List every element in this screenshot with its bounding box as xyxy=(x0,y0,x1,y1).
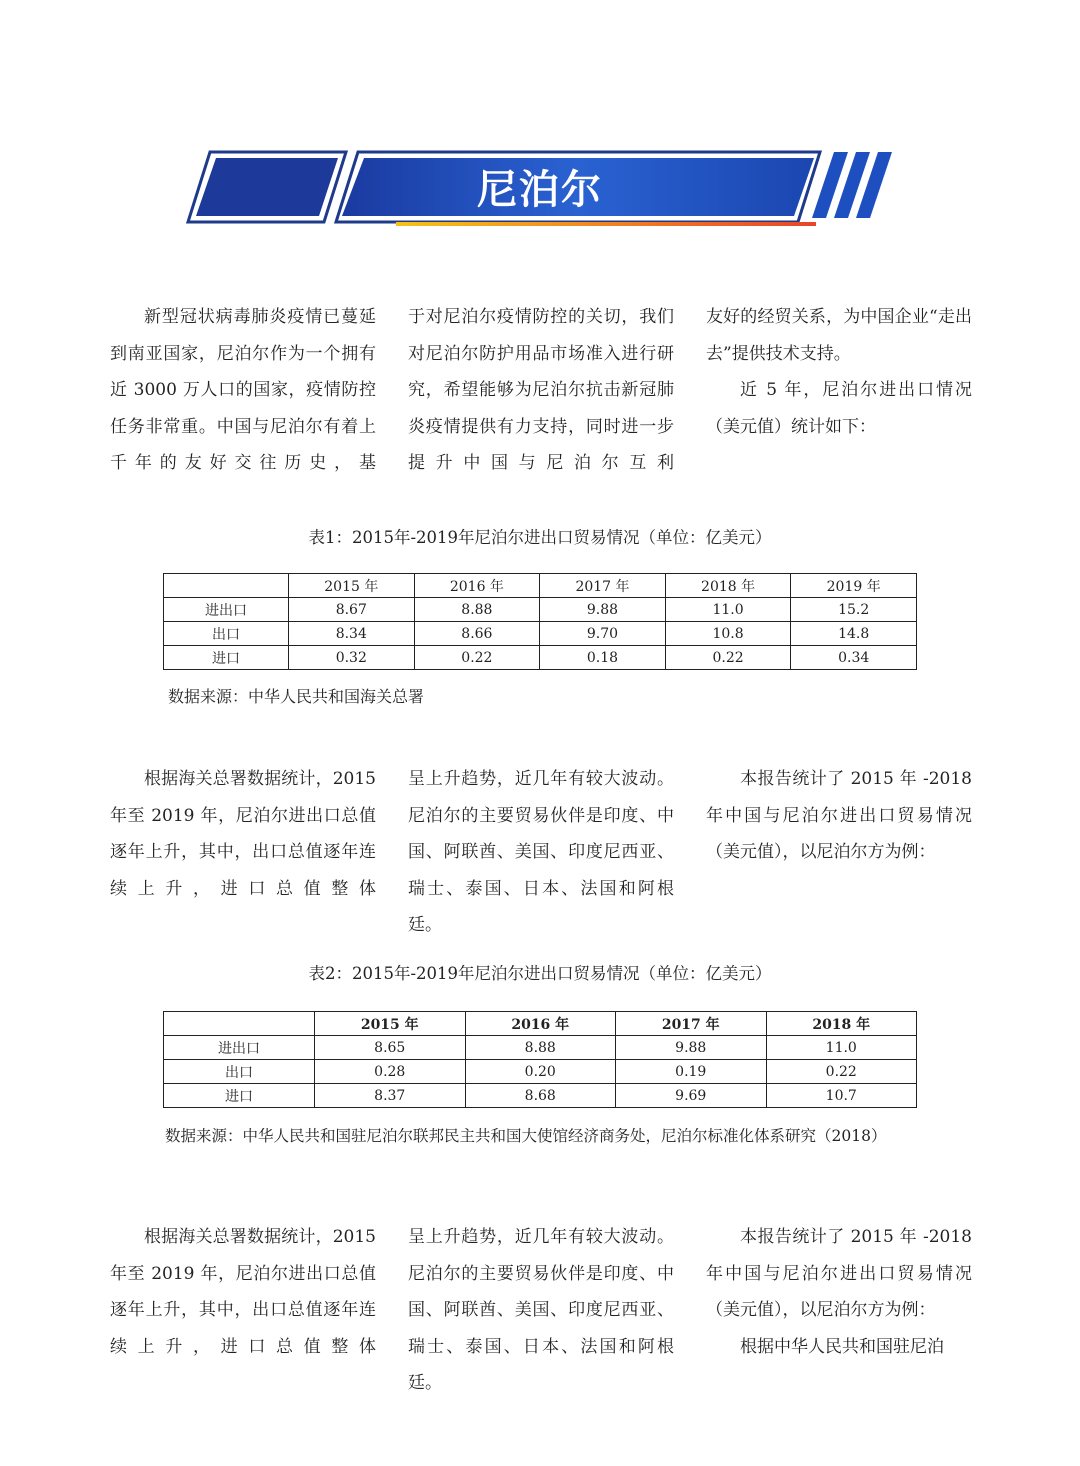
table-cell: 0.20 xyxy=(465,1060,616,1084)
table-cell: 8.88 xyxy=(465,1036,616,1060)
table-cell: 8.37 xyxy=(315,1084,466,1108)
section1-col2: 于对尼泊尔疫情防控的关切，我们对尼泊尔防护用品市场准入进行研究，希望能够为尼泊尔抗击新冠肺炎疫情提供有力支持，同时进一步提升中国与尼泊尔互利 xyxy=(408,307,674,473)
table-header-cell: 2015 年 xyxy=(315,1012,466,1036)
table-cell: 11.0 xyxy=(766,1036,917,1060)
table-cell: 8.88 xyxy=(414,598,540,622)
table-cell: 9.88 xyxy=(540,598,666,622)
section3-col3: 本报告统计了 2015 年 -2018 年中国与尼泊尔进出口贸易情况（美元值），以尼泊尔方为例： 根据中华人民共和国驻尼泊 xyxy=(706,1227,972,1357)
table2-caption: 表2：2015年-2019年尼泊尔进出口贸易情况（单位：亿美元） xyxy=(308,964,772,983)
table-cell: 进出口 xyxy=(164,598,289,622)
table-cell: 8.68 xyxy=(465,1084,616,1108)
table-row xyxy=(164,1084,917,1108)
table-row xyxy=(164,1060,917,1084)
table-cell: 出口 xyxy=(164,1060,315,1084)
table-row xyxy=(164,598,917,622)
table-header-cell xyxy=(164,574,289,598)
table-cell: 0.22 xyxy=(766,1060,917,1084)
table-cell: 0.22 xyxy=(665,646,791,670)
table-header-row xyxy=(164,1012,917,1036)
table-row xyxy=(164,646,917,670)
table-cell: 9.69 xyxy=(616,1084,767,1108)
table-header-cell: 2019 年 xyxy=(791,574,917,598)
table-cell: 8.65 xyxy=(315,1036,466,1060)
section1-col3: 友好的经贸关系，为中国企业“走出去”提供技术支持。 近 5 年，尼泊尔进出口情况（美元值）统计如下： xyxy=(706,307,972,437)
page-title: 尼泊尔 xyxy=(477,167,603,213)
table2 xyxy=(163,1011,917,1108)
table-header-cell: 2016 年 xyxy=(465,1012,616,1036)
table-cell: 8.67 xyxy=(289,598,415,622)
table1 xyxy=(163,573,917,670)
table-header-cell: 2016 年 xyxy=(414,574,540,598)
section3-col1: 根据海关总署数据统计，2015 年至 2019 年，尼泊尔进出口总值逐年上升，其中，出口总值逐年连续上升，进口总值整体 xyxy=(110,1227,376,1357)
table-header-cell: 2017 年 xyxy=(616,1012,767,1036)
section1-col1: 新型冠状病毒肺炎疫情已蔓延到南亚国家，尼泊尔作为一个拥有近 3000 万人口的国家，疫情防控任务非常重。中国与尼泊尔有着上千年的友好交往历史，基 xyxy=(110,307,376,473)
section2-col2: 呈上升趋势，近几年有较大波动。尼泊尔的主要贸易伙伴是印度、中国、阿联酋、美国、印度尼西亚、瑞士、泰国、日本、法国和阿根廷。 xyxy=(408,769,674,935)
table-header-cell: 2018 年 xyxy=(766,1012,917,1036)
section3-col2: 呈上升趋势，近几年有较大波动。尼泊尔的主要贸易伙伴是印度、中国、阿联酋、美国、印度尼西亚、瑞士、泰国、日本、法国和阿根廷。 xyxy=(408,1227,674,1393)
table-cell: 0.19 xyxy=(616,1060,767,1084)
table-cell: 14.8 xyxy=(791,622,917,646)
table-cell: 11.0 xyxy=(665,598,791,622)
table1-source: 数据来源：中华人民共和国海关总署 xyxy=(168,687,425,706)
table-cell: 进出口 xyxy=(164,1036,315,1060)
table-cell: 进口 xyxy=(164,646,289,670)
table-cell: 10.8 xyxy=(665,622,791,646)
table-cell: 9.70 xyxy=(540,622,666,646)
table-cell: 0.18 xyxy=(540,646,666,670)
table-cell: 15.2 xyxy=(791,598,917,622)
table-cell: 0.22 xyxy=(414,646,540,670)
table-row xyxy=(164,1036,917,1060)
table-cell: 0.32 xyxy=(289,646,415,670)
table-cell: 10.7 xyxy=(766,1084,917,1108)
section2-col3: 本报告统计了 2015 年 -2018 年中国与尼泊尔进出口贸易情况（美元值），以尼泊尔方为例： xyxy=(706,769,972,862)
table2-source: 数据来源：中华人民共和国驻尼泊尔联邦民主共和国大使馆经济商务处，尼泊尔标准化体系研究（2018） xyxy=(165,1127,887,1145)
table-header-cell: 2017 年 xyxy=(540,574,666,598)
table-cell: 出口 xyxy=(164,622,289,646)
table-row xyxy=(164,622,917,646)
table-cell: 0.28 xyxy=(315,1060,466,1084)
table-cell: 8.34 xyxy=(289,622,415,646)
table-cell: 8.66 xyxy=(414,622,540,646)
table-header-cell: 2015 年 xyxy=(289,574,415,598)
table-cell: 0.34 xyxy=(791,646,917,670)
table-cell: 9.88 xyxy=(616,1036,767,1060)
table-header-cell: 2018 年 xyxy=(665,574,791,598)
table-cell: 进口 xyxy=(164,1084,315,1108)
table-header-cell xyxy=(164,1012,315,1036)
table1-caption: 表1：2015年-2019年尼泊尔进出口贸易情况（单位：亿美元） xyxy=(308,528,772,547)
table-header-row xyxy=(164,574,917,598)
section2-col1: 根据海关总署数据统计，2015 年至 2019 年，尼泊尔进出口总值逐年上升，其中，出口总值逐年连续上升，进口总值整体 xyxy=(110,769,376,899)
